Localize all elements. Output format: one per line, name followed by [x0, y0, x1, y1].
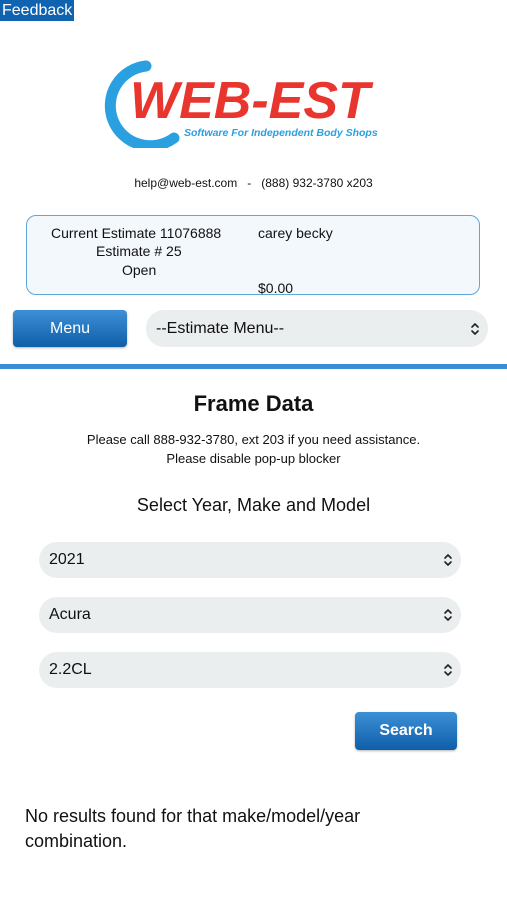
model-select[interactable] — [39, 652, 461, 688]
contact-separator: - — [247, 176, 252, 190]
logo-tagline: Software For Independent Body Shops — [184, 127, 378, 139]
estimate-menu-value: --Estimate Menu-- — [156, 320, 285, 337]
estimate-menu-select[interactable] — [146, 310, 488, 347]
chevron-updown-icon — [443, 663, 453, 677]
select-prompt: Select Year, Make and Model — [136, 495, 371, 515]
menu-button[interactable]: Menu — [13, 310, 127, 347]
feedback-link[interactable]: Feedback — [2, 2, 73, 19]
estimate-amount: $0.00 — [258, 280, 294, 296]
chevron-updown-icon — [443, 553, 453, 567]
make-select[interactable] — [39, 597, 461, 633]
logo-brand: WEB-EST — [130, 72, 370, 130]
result-message: No results found for that make/model/year combination. — [25, 806, 361, 851]
page-title: Frame Data — [193, 391, 314, 416]
contact-email: help@web-est.com — [134, 176, 238, 190]
help-text: Please call 888-932-3780, ext 203 if you need assistance. — [86, 432, 421, 447]
estimate-number: Estimate # 25 — [96, 243, 182, 259]
model-value: 2.2CL — [49, 661, 92, 678]
year-select[interactable] — [39, 542, 461, 578]
contact-line — [0, 176, 507, 190]
year-value: 2021 — [49, 551, 85, 568]
web-est-logo — [104, 58, 404, 148]
customer-name: carey becky — [258, 225, 333, 241]
chevron-updown-icon — [470, 322, 480, 336]
estimate-summary — [26, 215, 480, 295]
chevron-updown-icon — [443, 608, 453, 622]
make-value: Acura — [49, 606, 91, 623]
search-button[interactable]: Search — [355, 712, 457, 750]
section-divider — [0, 364, 507, 369]
popup-note: Please disable pop-up blocker — [166, 451, 341, 466]
contact-phone: (888) 932-3780 x203 — [261, 176, 373, 190]
current-estimate: Current Estimate 11076888 — [51, 225, 222, 241]
estimate-status: Open — [122, 262, 157, 278]
